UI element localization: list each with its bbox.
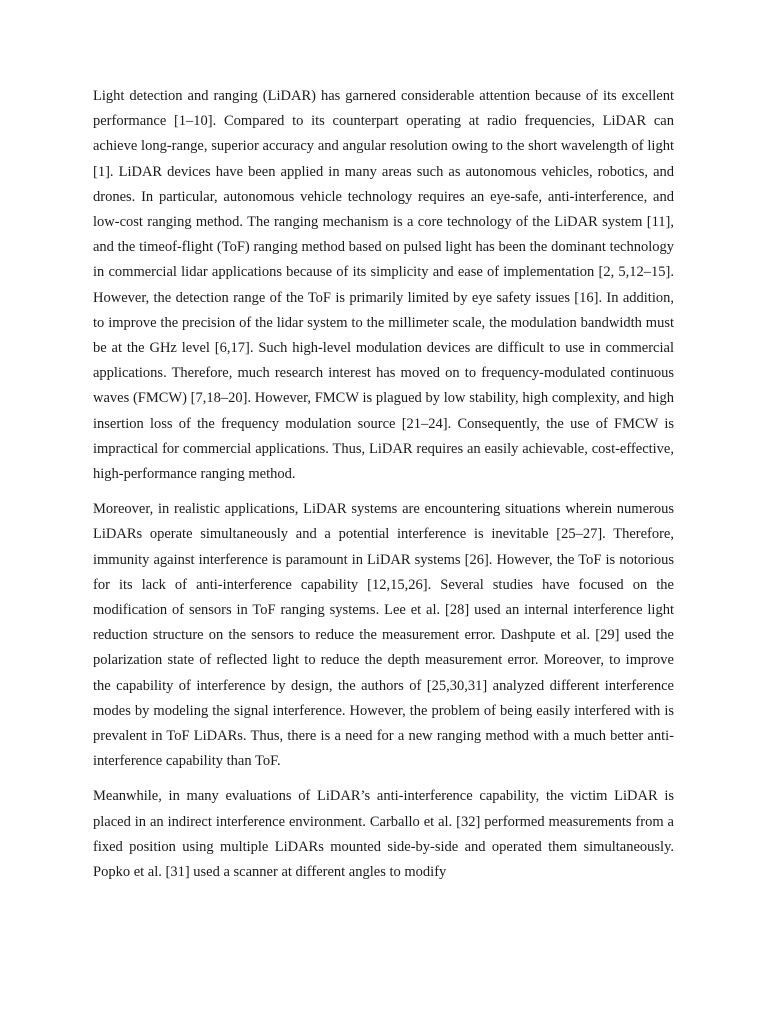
paragraph-intro-lidar: Light detection and ranging (LiDAR) has garnered considerable attention because of its excellent performance [1–10]. Compared to its counterpart operating at radio frequencies, LiDAR can achieve long-range, superior accuracy and angular resolution owing to the short wavelength of light [1]. LiDAR devices have been applied in many areas such as autonomous vehicles, robotics, and drones. In particular, autonomous vehicle technology requires an eye-safe, anti-interference, and low-cost ranging method. The ranging mechanism is a core technology of the LiDAR system [11], and the timeof-flight (ToF) ranging method based on pulsed light has been the dominant technology in commercial lidar applications because of its simplicity and ease of implementation [2, 5,12–15]. However, the detection range of the ToF is primarily limited by eye safety issues [16]. In addition, to improve the precision of the lidar system to the millimeter scale, the modulation bandwidth must be at the GHz level [6,17]. Such high-level modulation devices are difficult to use in commercial applications. Therefore, much research interest has moved on to frequency-modulated continuous waves (FMCW) [7,18–20]. However, FMCW is plagued by low stability, high complexity, and high insertion loss of the frequency modulation source [21–24]. Consequently, the use of FMCW is impractical for commercial applications. Thus, LiDAR requires an easily achievable, cost-effective, high-performance ranging method. <box>93 88 674 483</box>
body-text <box>93 84 674 895</box>
paragraph-evaluations: Meanwhile, in many evaluations of LiDAR’s anti-interference capability, the victim LiDAR is placed in an indirect interference environment. Carballo et al. [32] performed measurements from a fixed position using multiple LiDARs mounted side-by-side and operated them simultaneously. Popko et al. [31] used a scanner at different angles to modify <box>93 788 674 881</box>
paragraph-interference: Moreover, in realistic applications, LiDAR systems are encountering situations wherein numerous LiDARs operate simultaneously and a potential interference is inevitable [25–27]. Therefore, immunity against interference is paramount in LiDAR systems [26]. However, the ToF is notorious for its lack of anti-interference capability [12,15,26]. Several studies have focused on the modification of sensors in ToF ranging systems. Lee et al. [28] used an internal interference light reduction structure on the sensors to reduce the measurement error. Dashpute et al. [29] used the polarization state of reflected light to reduce the depth measurement error. Moreover, to improve the capability of interference by design, the authors of [25,30,31] analyzed different interference modes by modeling the signal interference. However, the problem of being easily interfered with is prevalent in ToF LiDARs. Thus, there is a need for a new ranging method with a much better anti-interference capability than ToF. <box>93 501 674 770</box>
